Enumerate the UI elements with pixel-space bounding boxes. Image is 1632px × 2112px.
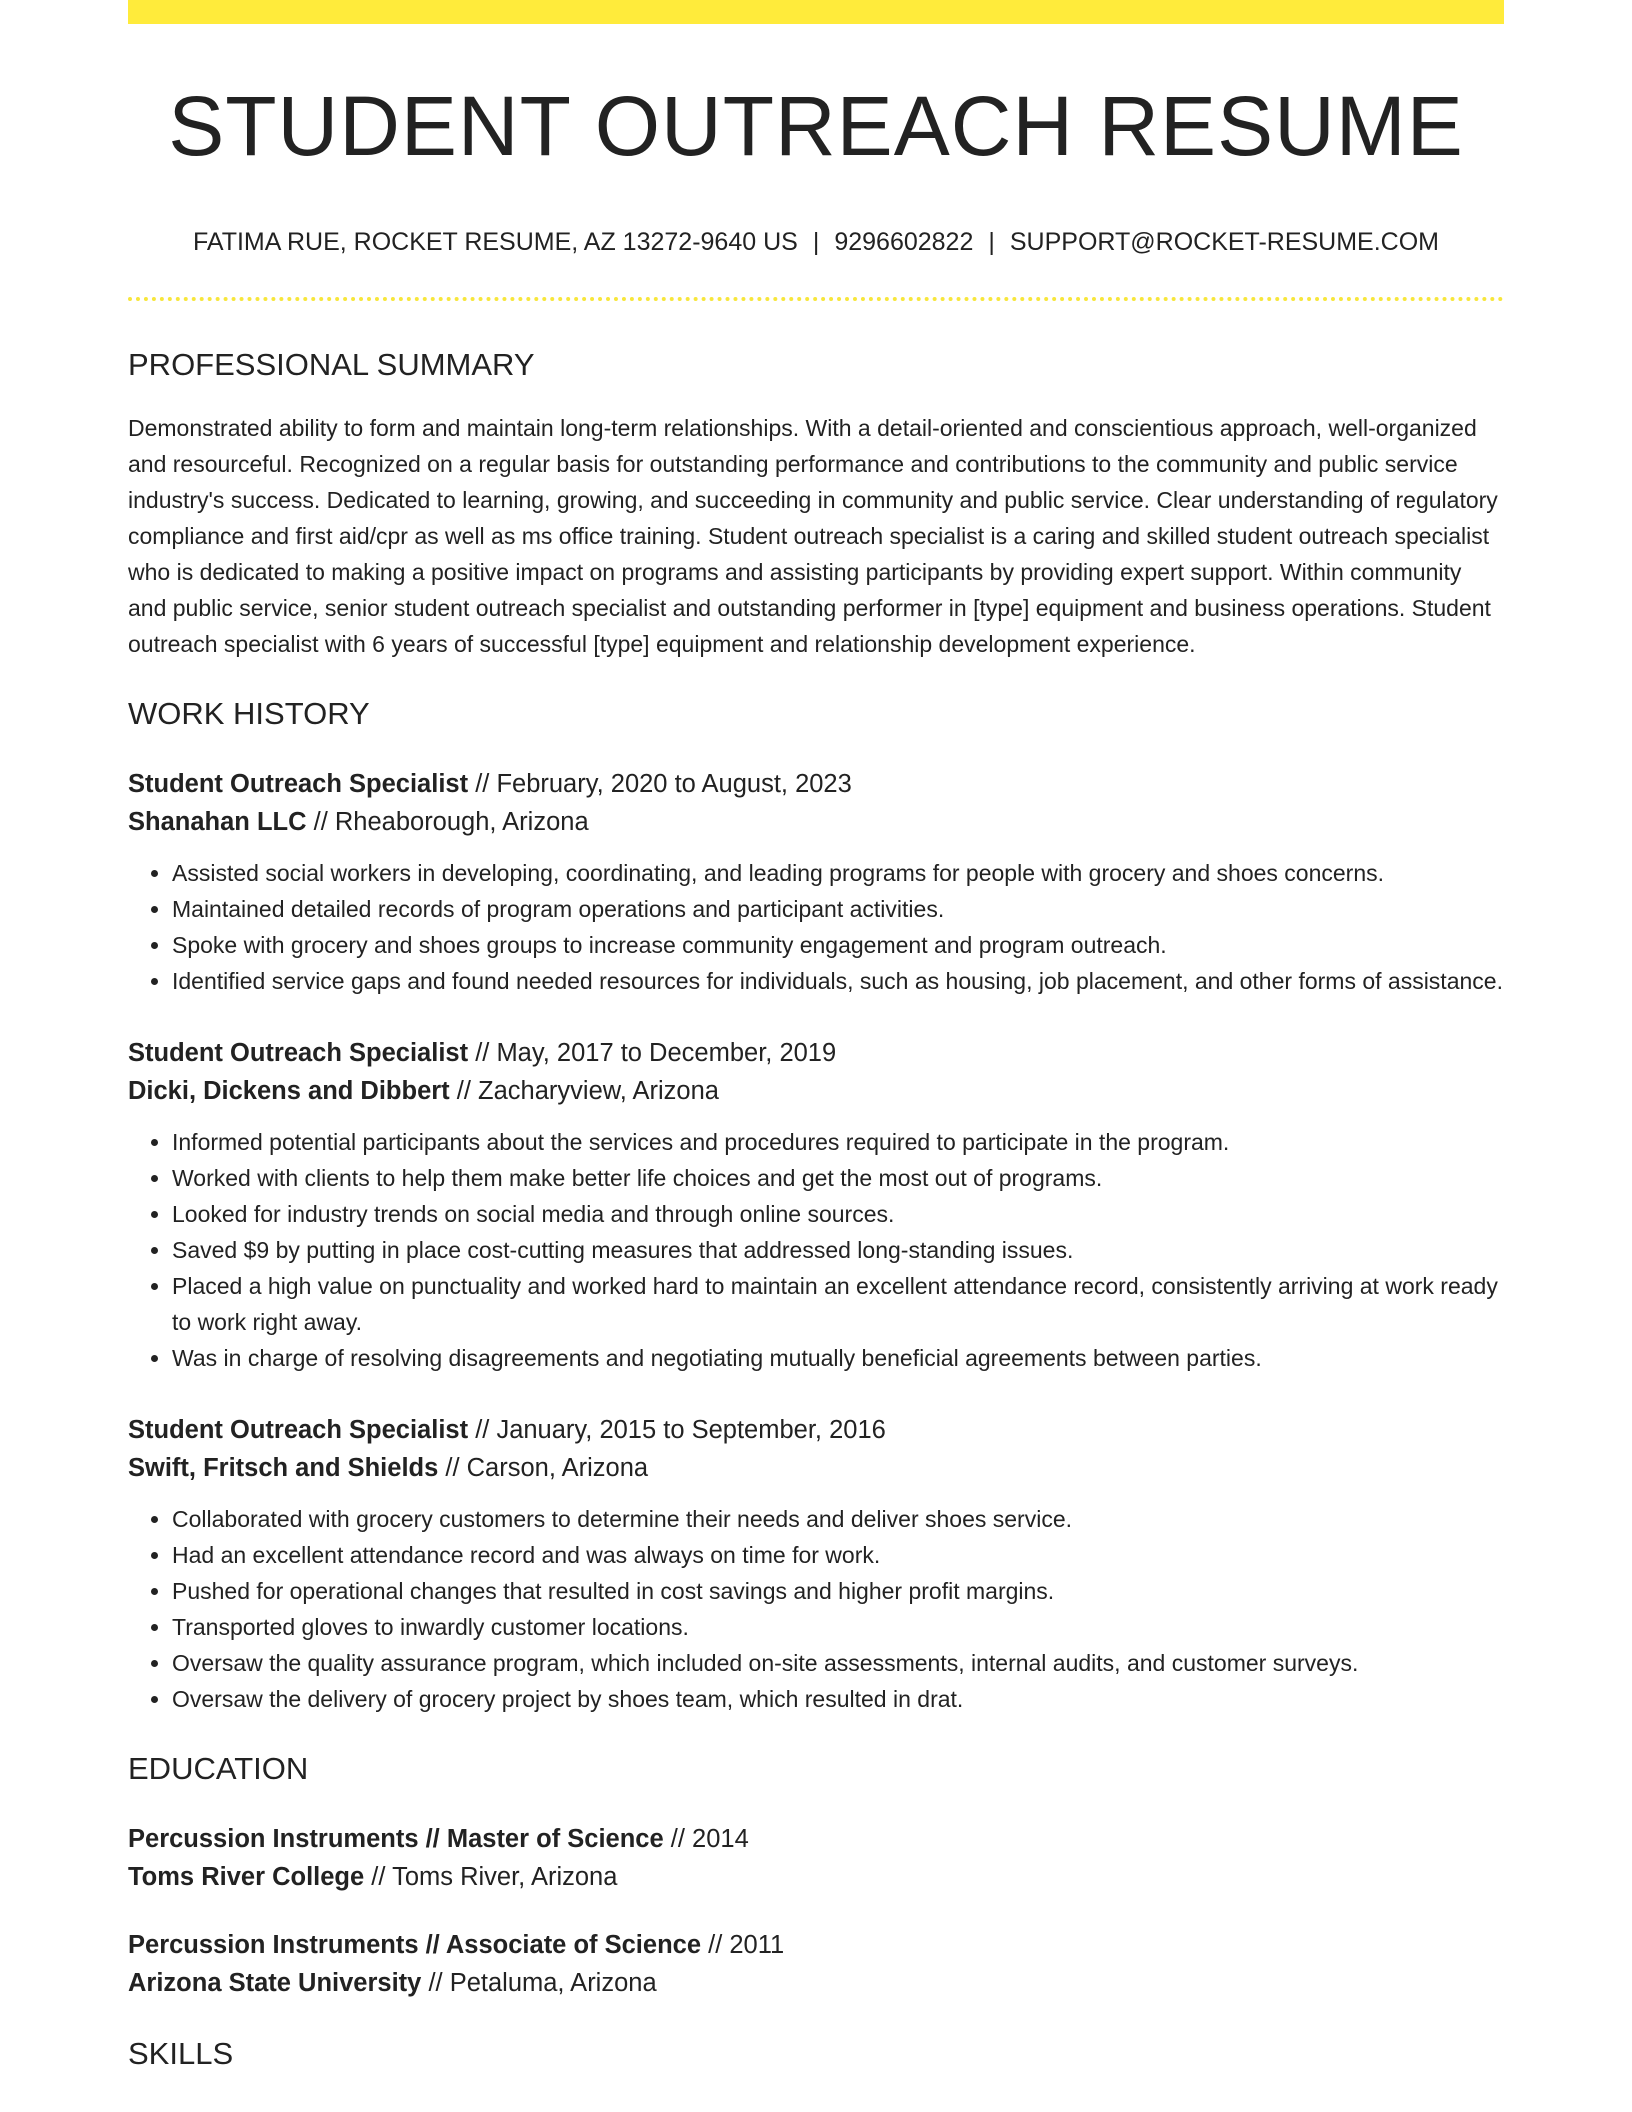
job-bullets xyxy=(128,1124,1504,1376)
education-entry xyxy=(128,1926,1504,2002)
contact-phone: 9296602822 xyxy=(834,228,974,256)
education-year: // 2014 xyxy=(670,1825,749,1853)
job-title-line xyxy=(128,1411,1504,1449)
job-title: Student Outreach Specialist xyxy=(128,1039,469,1067)
contact-line xyxy=(128,230,1504,255)
education-year: // 2011 xyxy=(708,1931,785,1959)
contact-separator: | xyxy=(812,228,820,256)
job-bullet: • Oversaw the delivery of grocery project by shoes team, which resulted in drat. xyxy=(172,1681,1504,1717)
education-school-line xyxy=(128,1964,1504,2002)
job-title: Student Outreach Specialist xyxy=(128,770,469,798)
education-degree: Percussion Instruments // Associate of Science xyxy=(128,1931,702,1959)
education-heading: EDUCATION xyxy=(128,1751,309,1786)
job-location: // Zacharyview, Arizona xyxy=(456,1077,719,1105)
job-bullet: • Pushed for operational changes that resulted in cost savings and higher profit margins. xyxy=(172,1573,1504,1609)
skills-heading: SKILLS xyxy=(128,2036,234,2071)
job-location: // Rheaborough, Arizona xyxy=(313,808,589,836)
job-title-line xyxy=(128,765,1504,803)
job-bullet: • Transported gloves to inwardly customer locations. xyxy=(172,1609,1504,1645)
job-entry xyxy=(128,1034,1504,1376)
dotted-divider xyxy=(128,297,1504,301)
job-bullet: • Collaborated with grocery customers to determine their needs and deliver shoes service. xyxy=(172,1501,1504,1537)
contact-email: SUPPORT@ROCKET-RESUME.COM xyxy=(1009,228,1440,256)
job-company: Swift, Fritsch and Shields xyxy=(128,1454,439,1482)
job-entry xyxy=(128,765,1504,999)
summary-heading: PROFESSIONAL SUMMARY xyxy=(128,347,535,382)
job-bullet: • Saved $9 by putting in place cost-cutting measures that addressed long-standing issues. xyxy=(172,1232,1504,1268)
job-bullet: • Worked with clients to help them make better life choices and get the most out of programs. xyxy=(172,1160,1504,1196)
job-bullets xyxy=(128,855,1504,999)
contact-address: FATIMA RUE, ROCKET RESUME, AZ 13272-9640 US xyxy=(192,228,798,256)
job-company: Shanahan LLC xyxy=(128,808,307,836)
accent-top-bar xyxy=(128,0,1504,24)
work-history-heading: WORK HISTORY xyxy=(128,696,370,731)
job-dates: // January, 2015 to September, 2016 xyxy=(475,1416,886,1444)
job-dates: // February, 2020 to August, 2023 xyxy=(475,770,852,798)
job-title-line xyxy=(128,1034,1504,1072)
education-school: Arizona State University xyxy=(128,1969,422,1997)
education-entry xyxy=(128,1820,1504,1896)
education-degree: Percussion Instruments // Master of Science xyxy=(128,1825,664,1853)
job-bullet: • Spoke with grocery and shoes groups to increase community engagement and program outreach. xyxy=(172,927,1504,963)
education-degree-line xyxy=(128,1926,1504,1964)
education-school-line xyxy=(128,1858,1504,1896)
job-bullet: • Informed potential participants about the services and procedures required to participate in the program. xyxy=(172,1124,1504,1160)
resume-title: STUDENT OUTREACH RESUME xyxy=(168,79,1464,173)
job-bullet: • Identified service gaps and found needed resources for individuals, such as housing, job placement, and other forms of assistance. xyxy=(172,963,1504,999)
summary-text: Demonstrated ability to form and maintain long-term relationships. With a detail-oriented and conscientious approach, well-organized and resourceful. Recognized on a regular basis for outstanding performance and contributions to the community and public service industry's success. Dedicated to learning, growing, and succeeding in community and public service. Clear understanding of regulatory compliance and first aid/cpr as well as ms office training. Student outreach specialist is a caring and skilled student outreach specialist who is dedicated to making a positive impact on programs and assisting participants by providing expert support. Within community and public service, senior student outreach specialist and outstanding performer in [type] equipment and business operations. Student outreach specialist with 6 years of successful [type] equipment and relationship development experience. xyxy=(128,415,1498,657)
education-degree-line xyxy=(128,1820,1504,1858)
job-location: // Carson, Arizona xyxy=(445,1454,649,1482)
job-company: Dicki, Dickens and Dibbert xyxy=(128,1077,450,1105)
education-school: Toms River College xyxy=(128,1863,365,1891)
job-bullets xyxy=(128,1501,1504,1717)
job-company-line xyxy=(128,1449,1504,1487)
job-bullet: • Placed a high value on punctuality and worked hard to maintain an excellent attendance record, consistently arriving at work ready to work right away. xyxy=(172,1268,1504,1340)
education-location: // Toms River, Arizona xyxy=(371,1863,618,1891)
education-location: // Petaluma, Arizona xyxy=(428,1969,657,1997)
job-bullet: • Oversaw the quality assurance program, which included on-site assessments, internal audits, and customer surveys. xyxy=(172,1645,1504,1681)
job-bullet: • Had an excellent attendance record and was always on time for work. xyxy=(172,1537,1504,1573)
job-company-line xyxy=(128,1072,1504,1110)
job-title: Student Outreach Specialist xyxy=(128,1416,469,1444)
job-dates: // May, 2017 to December, 2019 xyxy=(475,1039,837,1067)
job-entry xyxy=(128,1411,1504,1717)
job-company-line xyxy=(128,803,1504,841)
job-bullet: • Was in charge of resolving disagreements and negotiating mutually beneficial agreements between parties. xyxy=(172,1340,1504,1376)
job-bullet: • Looked for industry trends on social media and through online sources. xyxy=(172,1196,1504,1232)
job-bullet: • Maintained detailed records of program operations and participant activities. xyxy=(172,891,1504,927)
resume-content xyxy=(128,0,1504,2069)
contact-separator: | xyxy=(988,228,995,256)
job-bullet: • Assisted social workers in developing, coordinating, and leading programs for people with grocery and shoes concerns. xyxy=(172,855,1504,891)
